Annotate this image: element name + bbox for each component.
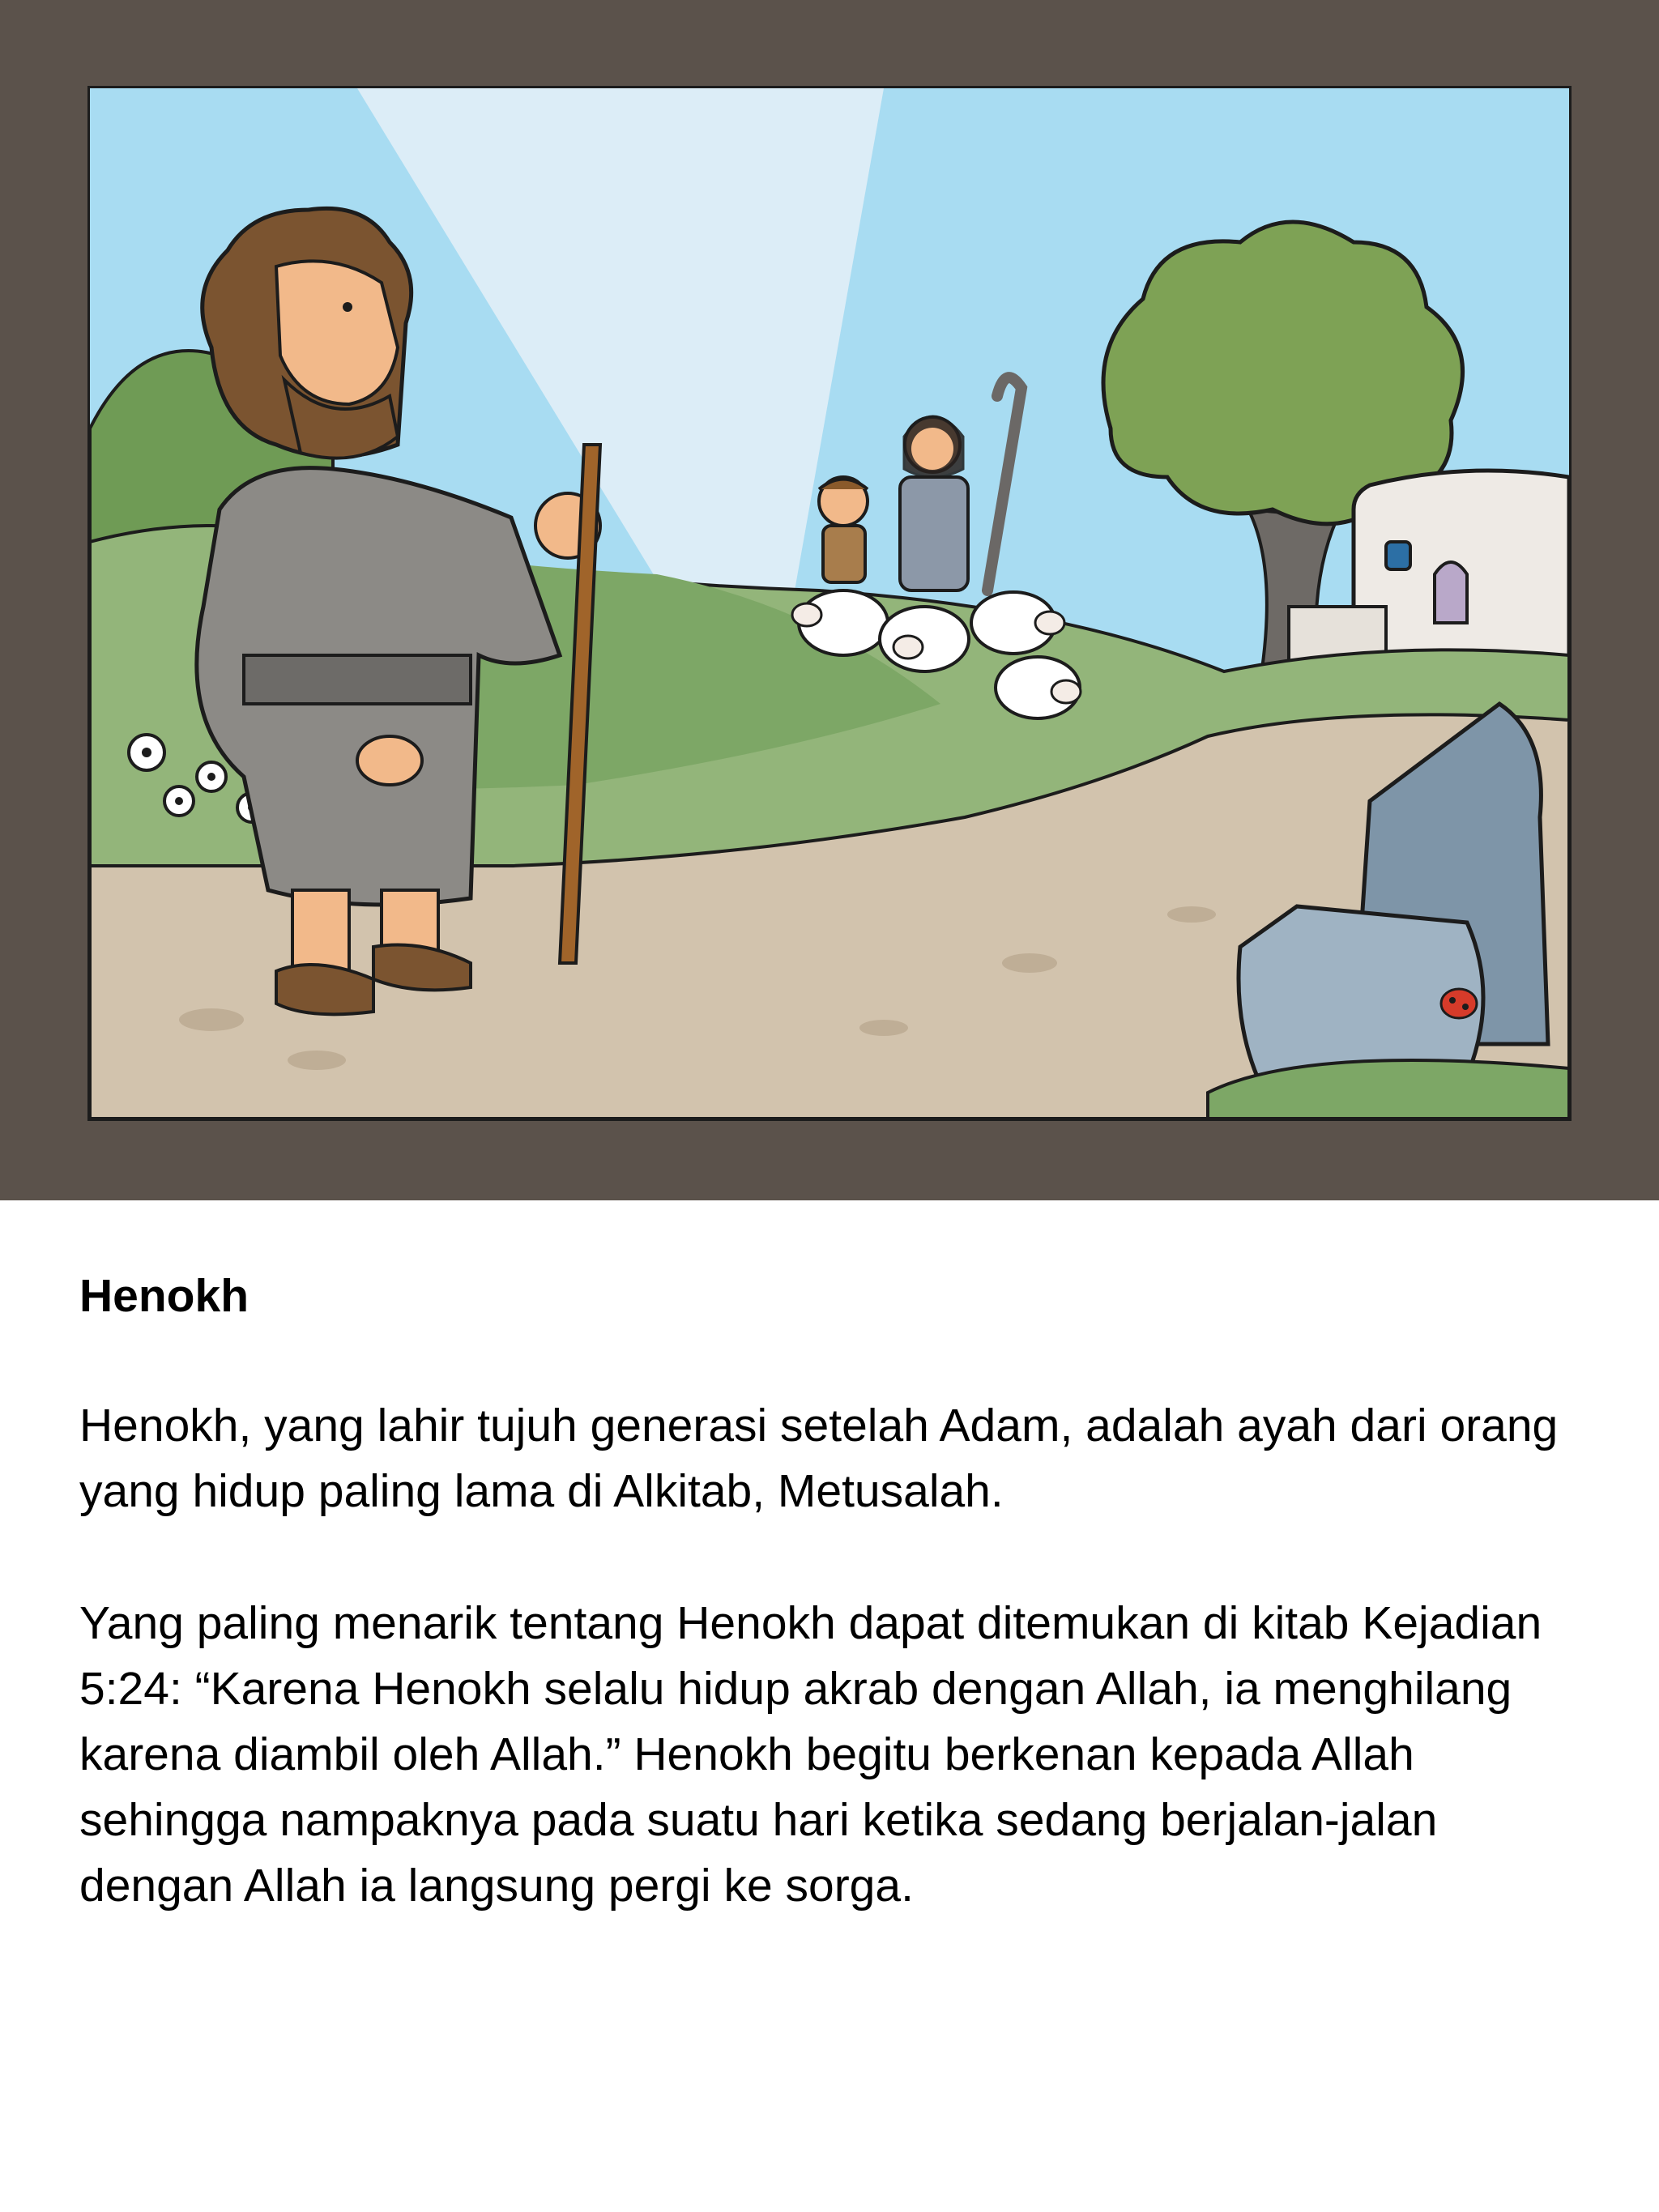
page-title: Henokh xyxy=(79,1270,249,1322)
illustration-scene xyxy=(87,86,1572,1121)
paragraph-genesis: Yang paling menarik tentang Henokh dapat ditemukan di kitab Kejadian 5:24: “Karena Henokh selalu hidup akrab dengan Allah, ia menghilang karena diambil oleh Allah.” Henokh begitu berkenan kepada Allah sehingga nampaknya pada suatu hari ketika sedang berjalan-jalan dengan Allah ia langsung pergi ke sorga. xyxy=(79,1597,1542,1912)
ladybug-icon xyxy=(1441,989,1477,1018)
enoch-illustration xyxy=(90,88,1569,1119)
paragraph-intro: Henokh, yang lahir tujuh generasi setelah Adam, adalah ayah dari orang yang hidup paling lama di Alkitab, Metusalah. xyxy=(79,1400,1559,1517)
story-text xyxy=(79,1264,1602,1985)
boy-figure xyxy=(819,477,868,582)
